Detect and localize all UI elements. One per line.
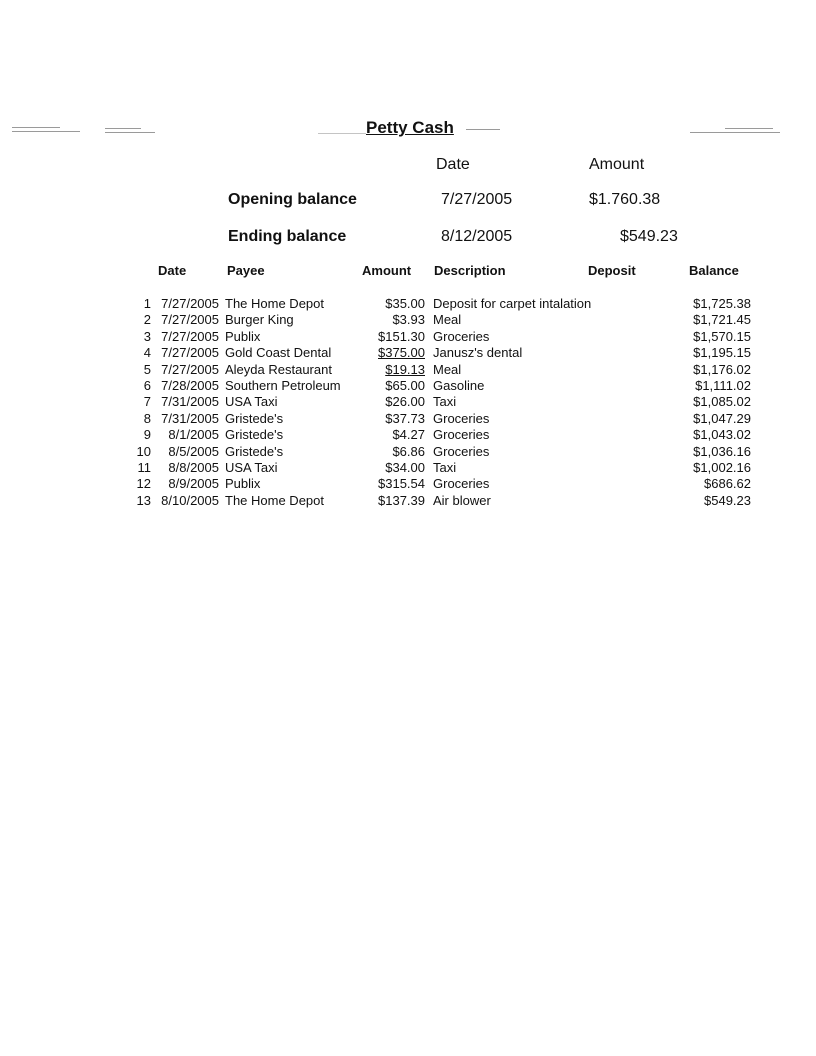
scan-noise	[12, 127, 60, 128]
row-description: Taxi	[433, 460, 457, 475]
summary-amount-header: Amount	[589, 156, 645, 173]
row-payee: The Home Depot	[225, 296, 324, 311]
row-number: 8	[143, 410, 151, 426]
row-number: 12	[136, 476, 151, 492]
table-row	[0, 427, 816, 443]
table-row	[0, 476, 816, 492]
row-balance: $549.23	[704, 492, 751, 508]
column-header-balance: Balance	[689, 263, 739, 278]
row-description: Groceries	[433, 476, 490, 492]
row-date: 7/31/2005	[161, 410, 219, 426]
scan-noise	[105, 128, 141, 129]
row-date: 8/5/2005	[168, 443, 219, 459]
row-date: 7/28/2005	[161, 378, 219, 393]
row-balance: $1,725.38	[693, 296, 751, 311]
opening-balance-amount: $1.760.38	[589, 191, 661, 208]
row-payee: Gristede's	[225, 443, 284, 459]
ending-balance-amount: $549.23	[620, 228, 678, 245]
table-row	[0, 444, 816, 460]
row-date: 7/27/2005	[161, 345, 219, 361]
table-row	[0, 362, 816, 378]
row-payee: USA Taxi	[225, 460, 278, 475]
scan-noise	[725, 128, 773, 129]
row-payee: Burger King	[225, 312, 294, 328]
scan-noise	[690, 132, 780, 133]
row-description: Janusz's dental	[433, 345, 523, 361]
row-number: 4	[143, 345, 151, 361]
row-amount: $315.54	[378, 476, 425, 492]
row-balance: $1,195.15	[693, 345, 751, 361]
page-title: Petty Cash	[366, 118, 454, 137]
row-number: 3	[143, 328, 151, 344]
row-number: 9	[143, 427, 151, 443]
row-amount: $375.00	[378, 345, 425, 361]
row-number: 10	[136, 443, 151, 459]
row-amount: $37.73	[385, 410, 425, 426]
scan-noise	[12, 131, 80, 132]
row-amount: $151.30	[378, 328, 425, 344]
row-balance: $1,721.45	[693, 312, 751, 328]
table-row	[0, 460, 816, 476]
row-amount: $137.39	[378, 492, 425, 508]
opening-balance-label: Opening balance	[228, 191, 357, 208]
row-number: 6	[143, 378, 151, 393]
row-number: 7	[143, 394, 151, 410]
opening-balance-date: 7/27/2005	[441, 191, 513, 208]
table-row	[0, 312, 816, 328]
row-amount: $19.13	[385, 361, 425, 377]
row-description: Groceries	[433, 427, 490, 443]
row-amount: $4.27	[392, 427, 425, 443]
row-amount: $6.86	[392, 443, 425, 459]
row-description: Taxi	[433, 394, 457, 410]
row-payee: Gristede's	[225, 427, 284, 443]
row-description: Groceries	[433, 410, 490, 426]
row-number: 1	[143, 296, 151, 311]
row-number: 13	[136, 492, 151, 508]
row-payee: USA Taxi	[225, 394, 278, 410]
row-number: 5	[143, 361, 151, 377]
table-row	[0, 296, 816, 312]
table-row	[0, 394, 816, 410]
table-row	[0, 345, 816, 361]
row-amount: $3.93	[392, 312, 425, 328]
row-date: 8/1/2005	[168, 427, 219, 443]
column-header-amount: Amount	[362, 263, 412, 278]
row-description: Groceries	[433, 328, 490, 344]
row-date: 7/27/2005	[161, 361, 219, 377]
scan-noise	[105, 132, 155, 133]
row-description: Air blower	[433, 492, 491, 508]
scan-noise	[466, 129, 500, 130]
row-balance: $1,002.16	[693, 460, 751, 475]
row-balance: $686.62	[704, 476, 751, 492]
row-date: 8/10/2005	[161, 492, 219, 508]
table-row	[0, 411, 816, 427]
row-balance: $1,085.02	[693, 394, 751, 410]
column-header-deposit: Deposit	[588, 263, 636, 278]
row-amount: $34.00	[385, 460, 425, 475]
row-date: 7/31/2005	[161, 394, 219, 410]
ending-balance-label: Ending balance	[228, 228, 347, 245]
table-row	[0, 378, 816, 394]
row-amount: $65.00	[385, 378, 425, 393]
scan-noise	[318, 133, 366, 134]
row-description: Meal	[433, 361, 462, 377]
row-description: Gasoline	[433, 378, 485, 393]
ending-balance-date: 8/12/2005	[441, 228, 513, 245]
row-date: 7/27/2005	[161, 296, 219, 311]
table-row	[0, 329, 816, 345]
row-amount: $35.00	[385, 296, 425, 311]
row-balance: $1,111.02	[695, 378, 751, 393]
row-payee: The Home Depot	[225, 492, 324, 508]
row-balance: $1,176.02	[693, 361, 751, 377]
row-payee: Aleyda Restaurant	[225, 361, 332, 377]
row-description: Meal	[433, 312, 462, 328]
column-header-description: Description	[434, 263, 506, 278]
row-balance: $1,036.16	[693, 443, 751, 459]
row-balance: $1,047.29	[693, 410, 751, 426]
row-payee: Gold Coast Dental	[225, 345, 332, 361]
summary-date-header: Date	[436, 156, 470, 173]
row-balance: $1,043.02	[693, 427, 751, 443]
row-date: 8/9/2005	[168, 476, 219, 492]
column-header-date: Date	[158, 263, 187, 278]
row-payee: Publix	[225, 328, 261, 344]
row-payee: Southern Petroleum	[225, 378, 341, 393]
row-payee: Publix	[225, 476, 261, 492]
row-date: 7/27/2005	[161, 312, 219, 328]
row-number: 11	[137, 460, 151, 475]
row-amount: $26.00	[385, 394, 425, 410]
row-description: Groceries	[433, 443, 490, 459]
row-payee: Gristede's	[225, 410, 284, 426]
row-description: Deposit for carpet intalation	[433, 296, 592, 311]
row-number: 2	[143, 312, 151, 328]
table-row	[0, 493, 816, 509]
row-date: 8/8/2005	[168, 460, 219, 475]
row-date: 7/27/2005	[161, 328, 219, 344]
column-header-payee: Payee	[227, 263, 265, 278]
row-balance: $1,570.15	[693, 328, 751, 344]
